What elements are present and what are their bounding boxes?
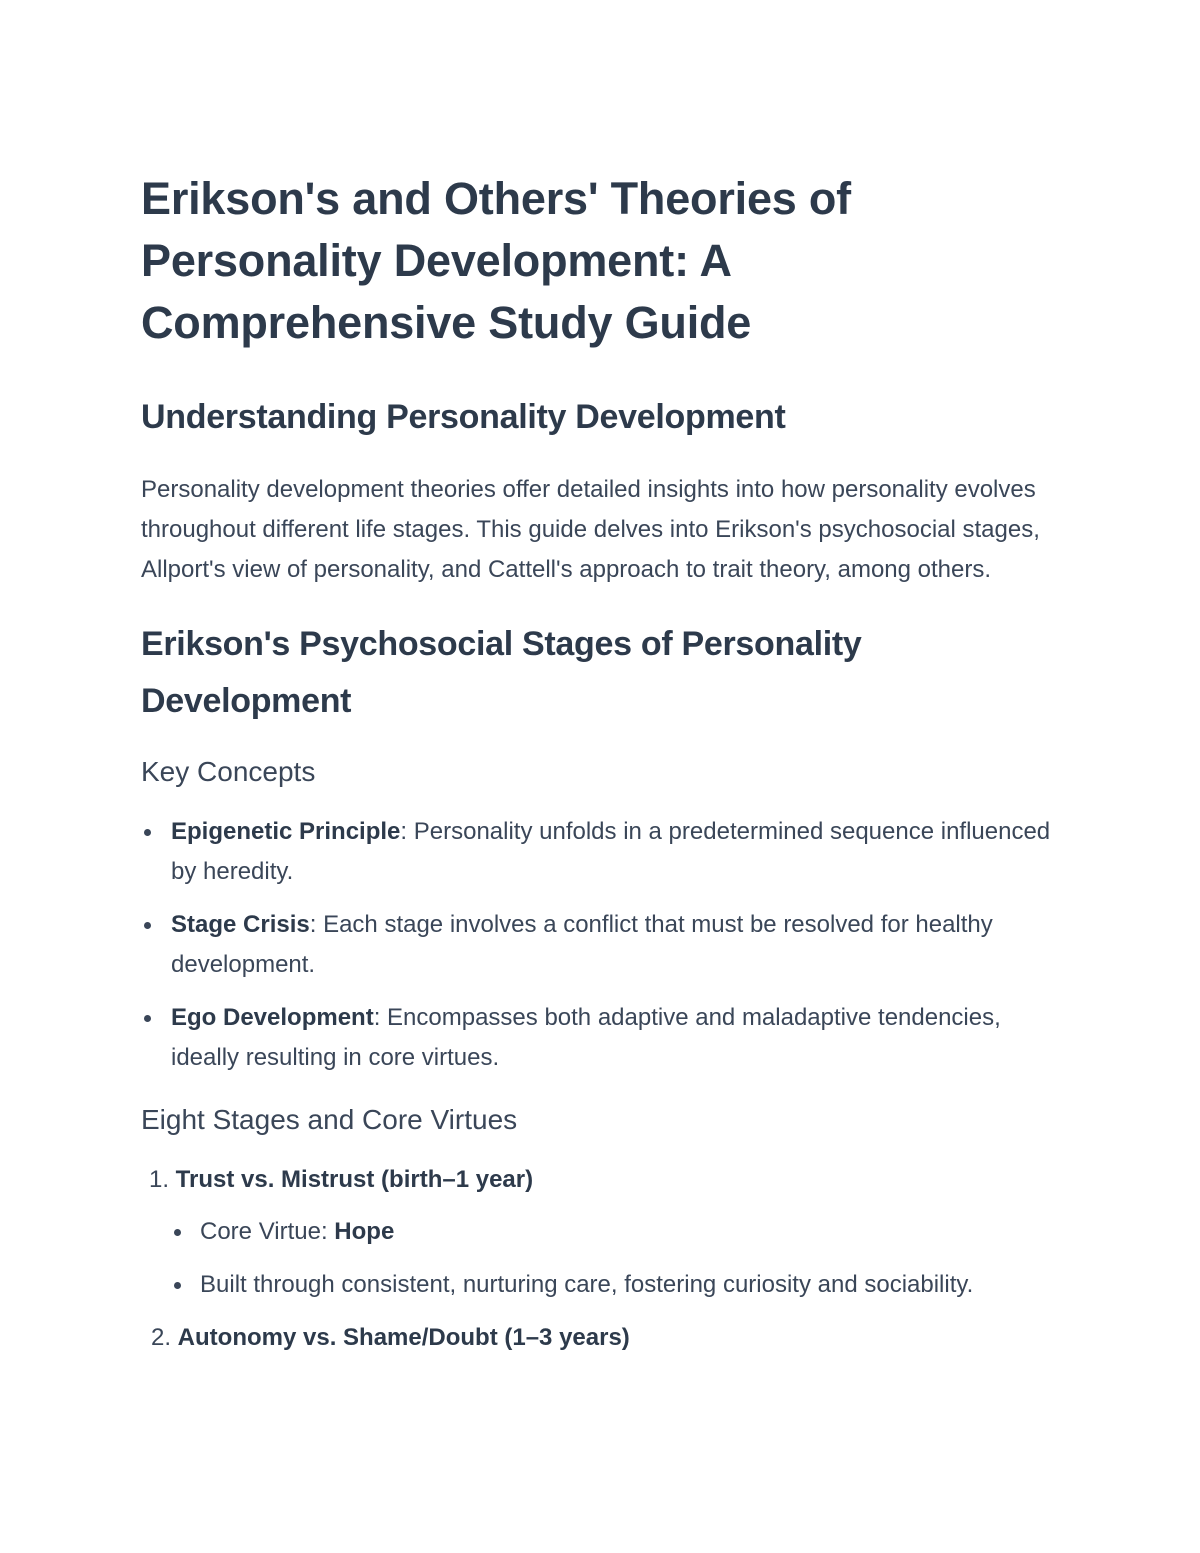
concept-description: : Each stage involves a conflict that must be resolved for healthy development. [171,911,993,978]
concept-description: : Personality unfolds in a predetermined sequence influenced by heredity. [171,818,1051,885]
stage-details-list [141,1212,1061,1305]
stage-number: 1. [148,1166,169,1193]
concept-term: Epigenetic Principle [171,818,401,845]
stage-note: Built through consistent, nurturing care, fostering curiosity and sociability. [200,1271,974,1298]
key-concepts-list [141,812,1061,1078]
list-item [141,812,1061,892]
stage-item [141,1318,1061,1358]
subheading-key-concepts: Key Concepts [141,756,316,787]
section-heading-erikson-stages: Erikson's Psychosocial Stages of Personality Development [141,625,862,720]
stage-number: 2. [150,1324,171,1351]
virtue-label: Core Virtue: [200,1218,335,1245]
list-item [141,905,1061,985]
concept-term: Stage Crisis [171,911,310,938]
subheading-eight-stages: Eight Stages and Core Virtues [141,1104,518,1135]
section-heading-understanding: Understanding Personality Development [141,398,786,436]
list-item [171,1265,1061,1305]
list-item [141,998,1061,1078]
stages-list [141,1160,1061,1358]
document-page [141,168,1061,1370]
stage-title: Trust vs. Mistrust (birth–1 year) [175,1166,534,1193]
stage-title: Autonomy vs. Shame/Doubt (1–3 years) [177,1324,630,1351]
list-item [171,1212,1061,1252]
document-title: Erikson's and Others' Theories of Personality Development: A Comprehensive Study Guide [141,173,851,348]
virtue-value: Hope [334,1218,395,1245]
intro-paragraph: Personality development theories offer detailed insights into how personality evolves throughout different life stages. This guide delves into Erikson's psychosocial stages, Allport's view of personality, and Cattell's approach to trait theory, among others. [141,476,1040,583]
concept-description: : Encompasses both adaptive and maladaptive tendencies, ideally resulting in core virtues. [171,1004,1001,1071]
stage-item [141,1160,1061,1305]
concept-term: Ego Development [171,1004,374,1031]
